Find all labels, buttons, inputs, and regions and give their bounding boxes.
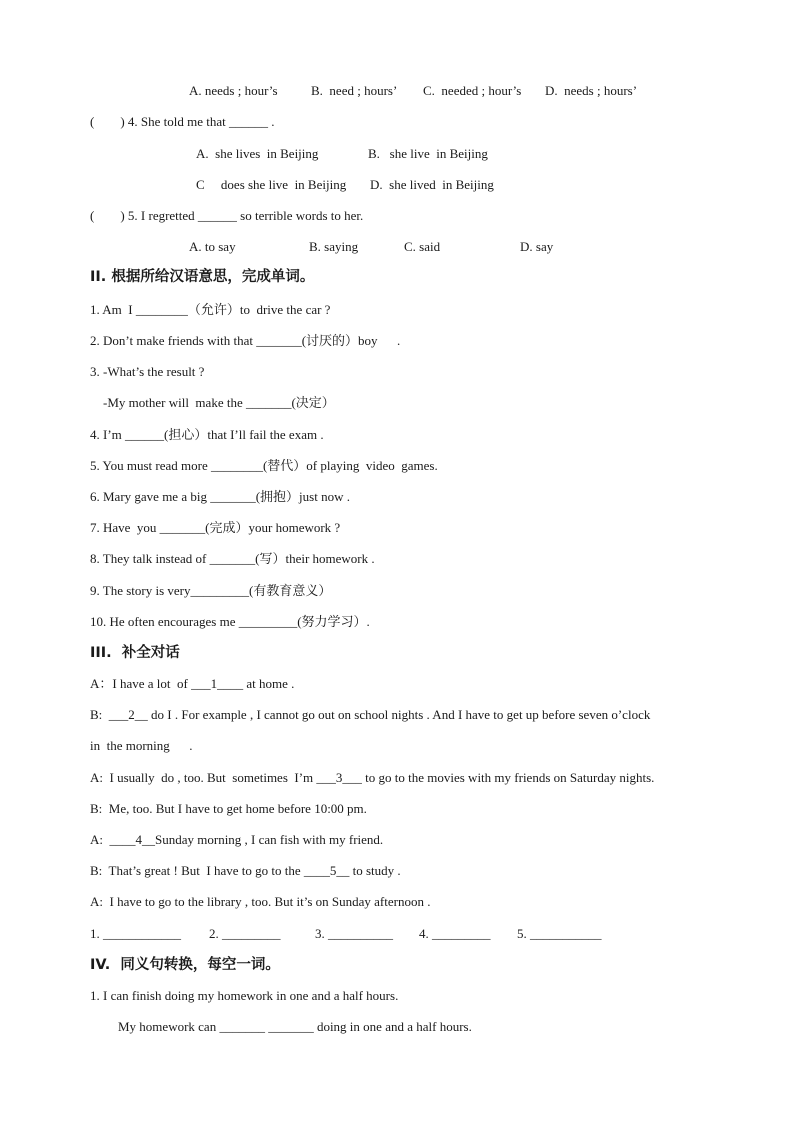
- list-item: 6. Mary gave me a big _______(拥抱）just now .: [90, 489, 350, 504]
- section-title: III. 补全对话: [90, 645, 180, 661]
- answer-blank: 4. _________: [419, 926, 491, 941]
- question-stem: ( ) 5. I regretted ______ so terrible words to her.: [90, 208, 364, 223]
- dialogue-line: B: ___2__ do I . For example , I cannot go out on school nights . And I have to get up before seven o’clock: [90, 707, 651, 722]
- dialogue-line: in the morning .: [90, 738, 193, 753]
- dialogue-line: A: I have to go to the library , too. But it’s on Sunday afternoon .: [90, 894, 431, 909]
- list-item: 10. He often encourages me _________(努力学习）.: [90, 614, 370, 629]
- dialogue-line: A: I usually do , too. But sometimes I’m ___3___ to go to the movies with my friends on Saturday nights.: [90, 770, 655, 785]
- option-b: B. saying: [309, 239, 359, 254]
- dialogue-line: B: Me, too. But I have to get home before 10:00 pm.: [90, 801, 367, 816]
- list-item: 3. -What’s the result ?: [90, 364, 205, 379]
- option-a: A. she lives in Beijing: [196, 146, 319, 161]
- dialogue-line: B: That’s great ! But I have to go to the ____5__ to study .: [90, 863, 401, 878]
- list-item: 9. The story is very_________(有教育意义）: [90, 583, 332, 598]
- option-c: C. needed ; hour’s: [423, 83, 522, 98]
- list-item: 5. You must read more ________(替代）of playing video games.: [90, 458, 438, 473]
- section-title: II. 根据所给汉语意思，完成单词。: [90, 269, 315, 285]
- option-c: C. said: [404, 239, 441, 254]
- dialogue-line: A：I have a lot of ___1____ at home .: [90, 676, 295, 691]
- option-d: D. say: [520, 239, 554, 254]
- list-item: 7. Have you _______(完成）your homework ?: [90, 520, 341, 535]
- answer-blank: 5. ___________: [517, 926, 602, 941]
- list-item: 8. They talk instead of _______(写）their homework .: [90, 551, 375, 566]
- list-item: 1. Am I ________（允许）to drive the car ?: [90, 302, 331, 317]
- option-a: A. to say: [189, 239, 236, 254]
- question-stem: ( ) 4. She told me that ______ .: [90, 114, 275, 129]
- answer-blank: 2. _________: [209, 926, 281, 941]
- question-blank-sentence: My homework can _______ _______ doing in one and a half hours.: [118, 1019, 472, 1034]
- list-item: 2. Don’t make friends with that _______(讨厌的）boy .: [90, 333, 401, 348]
- list-item: -My mother will make the _______(决定）: [90, 395, 335, 410]
- answer-blank: 3. __________: [315, 926, 393, 941]
- option-b: B. she live in Beijing: [368, 146, 488, 161]
- option-d: D. needs ; hours’: [545, 83, 638, 98]
- section-title: IV. 同义句转换，每空一词。: [90, 957, 280, 973]
- list-item: 4. I’m ______(担心）that I’ll fail the exam .: [90, 427, 324, 442]
- dialogue-line: A: ____4__Sunday morning , I can fish with my friend.: [90, 832, 384, 847]
- option-b: B. need ; hours’: [311, 83, 398, 98]
- option-d: D. she lived in Beijing: [370, 177, 494, 192]
- option-a: A. needs ; hour’s: [189, 83, 278, 98]
- answer-blank: 1. ____________: [90, 926, 181, 941]
- option-c: C does she live in Beijing: [196, 177, 347, 192]
- question-sentence: 1. I can finish doing my homework in one and a half hours.: [90, 988, 399, 1003]
